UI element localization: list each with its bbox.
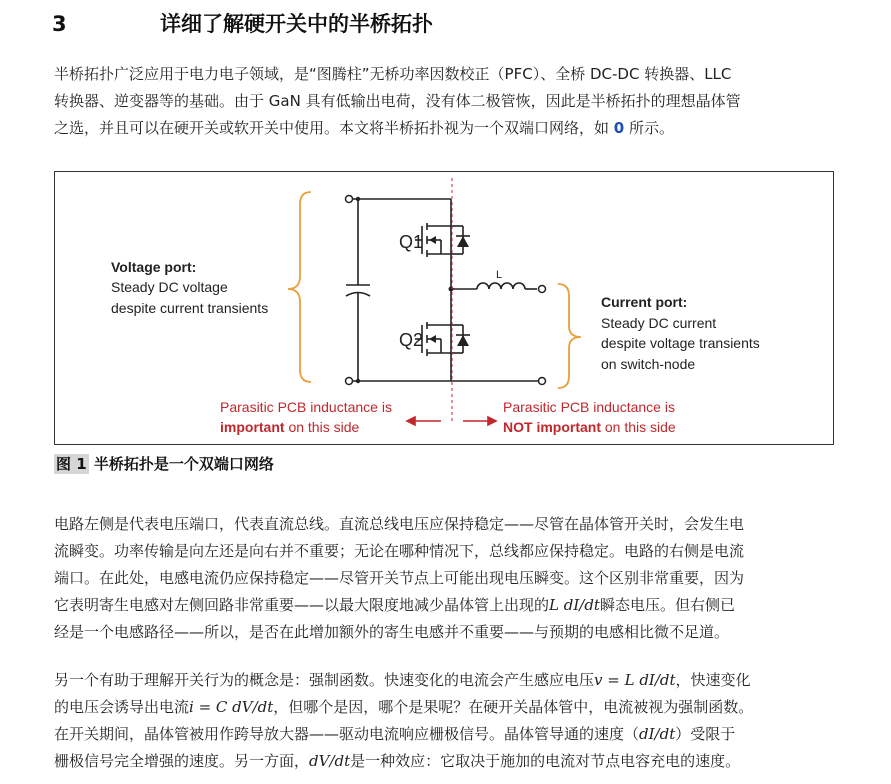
section-heading — [52, 8, 433, 38]
right-note-line2 — [503, 419, 676, 435]
para1-line-2: 流瞬变。功率传输是向左还是向右并不重要；无论在哪种情况下，总线都应保持稳定。电路的右侧是电流 — [54, 542, 745, 560]
inline-math-i: i = C dV/dt — [189, 698, 274, 716]
current-port-line2: despite voltage transients — [601, 335, 760, 351]
intro-line-3-text: 之选，并且可以在硬开关或软开关中使用。本文将半桥拓扑视为一个双端口网络，如 — [54, 119, 614, 137]
q2-body-diode-icon — [457, 335, 469, 346]
para1-line-4-text: 它表明寄生电感对左侧回路非常重要——以最大限度地减少晶体管上出现的 — [54, 596, 550, 614]
half-bridge-figure — [54, 171, 834, 445]
figure-caption-label: 图 1 — [56, 455, 87, 473]
current-port-line1: Steady DC current — [601, 315, 717, 331]
current-port-line3: on switch-node — [601, 356, 696, 372]
para2-line-1 — [54, 667, 854, 694]
para2-line-4 — [54, 748, 854, 775]
figure-caption-text: 半桥拓扑是一个双端口网络 — [88, 455, 274, 473]
half-bridge-schematic — [55, 172, 833, 444]
para2-line-1-end: ，快速变化 — [675, 671, 751, 689]
para1-line-3: 端口。在此处，电感电流仍应保持稳定——尽管开关节点上可能出现电压瞬变。这个区别非常重要，因为 — [54, 569, 745, 587]
voltage-port-title: Voltage port: — [111, 259, 197, 275]
right-arrow-icon — [488, 417, 496, 425]
voltage-port-line2: despite current transients — [111, 300, 269, 316]
left-arrow-icon — [407, 417, 415, 425]
section-title: 详细了解硬开关中的半桥拓扑 — [160, 12, 433, 36]
para2-line-3-end: ）受限于 — [675, 725, 736, 743]
para2-line-3-text: 在开关期间，晶体管被用作跨导放大器——驱动电流响应栅极信号。晶体管导通的速度（ — [54, 725, 640, 743]
intro-line-3 — [54, 115, 854, 142]
q1-arrow-icon — [429, 236, 436, 244]
current-port-title: Current port: — [601, 294, 688, 310]
para2-line-4-text: 栅极信号完全增强的速度。另一方面， — [54, 752, 310, 770]
para1-line-4 — [54, 592, 854, 619]
para2-line-1-text: 另一个有助于理解开关行为的概念是：强制函数。快速变化的电流会产生感应电压 — [54, 671, 595, 689]
q2-arrow-icon — [429, 335, 436, 343]
right-note-line1: Parasitic PCB inductance is — [503, 399, 675, 415]
intro-paragraph — [54, 61, 854, 142]
section-number: 3 — [52, 12, 67, 36]
switch-node-dot — [449, 287, 454, 292]
figure-caption — [54, 453, 274, 474]
para1-line-1: 电路左侧是代表电压端口，代表直流总线。直流总线电压应保持稳定——尽管在晶体管开关时，会发生电 — [54, 515, 745, 533]
para2-line-2-end: ，但哪个是因，哪个是果呢？在硬开关晶体管中，电流被视为强制函数。 — [273, 698, 754, 716]
para2-line-2-text: 的电压会诱导出电流 — [54, 698, 190, 716]
left-note-line2 — [220, 419, 359, 435]
intro-line-3-end: 所示。 — [624, 119, 674, 137]
body-paragraph-1 — [54, 511, 854, 646]
bus-junction-bottom — [356, 379, 360, 383]
para1-line-4-end: 瞬态电压。但右侧已 — [599, 596, 735, 614]
left-note-bold: important — [220, 419, 285, 435]
current-port-bracket — [558, 284, 581, 388]
inline-math-v: v = L dI/dt — [594, 671, 676, 689]
inline-math-didt: dI/dt — [639, 725, 676, 743]
inline-math-dvdt: dV/dt — [309, 752, 351, 770]
para1-line-5: 经是一个电感路径——所以，是否在此增加额外的寄生电感并不重要——与预期的电感相比微不足道。 — [54, 623, 730, 641]
para2-line-2 — [54, 694, 854, 721]
voltage-port-bracket — [288, 192, 311, 382]
voltage-port-line1: Steady DC voltage — [111, 279, 228, 295]
intro-line-2: 转换器、逆变器等的基础。由于 GaN 具有低输出电荷，没有体二极管恢，因此是半桥拓扑的理想晶体管 — [54, 92, 741, 110]
para2-line-4-end: 是一种效应：它取决于施加的电流对节点电容充电的速度。 — [350, 752, 741, 770]
intro-line-1: 半桥拓扑广泛应用于电力电子领域，是“图腾柱”无桥功率因数校正（PFC）、全桥 DC-DC 转换器、LLC — [54, 65, 732, 83]
right-note-rest: on this side — [601, 419, 676, 435]
inductor-label: L — [496, 269, 503, 281]
figure-reference-link[interactable]: 0 — [613, 119, 625, 137]
body-paragraph-2 — [54, 667, 854, 775]
left-note-rest: on this side — [284, 419, 360, 435]
q1-body-diode-icon — [457, 236, 469, 247]
left-note-line1: Parasitic PCB inductance is — [220, 399, 392, 415]
terminals — [346, 196, 546, 385]
inline-math-ldidt: L dI/dt — [549, 596, 600, 614]
bus-junction-top — [356, 197, 360, 201]
q1-label: Q1 — [399, 232, 424, 252]
q2-label: Q2 — [399, 330, 424, 350]
right-note-bold: NOT important — [503, 419, 601, 435]
para2-line-3 — [54, 721, 854, 748]
